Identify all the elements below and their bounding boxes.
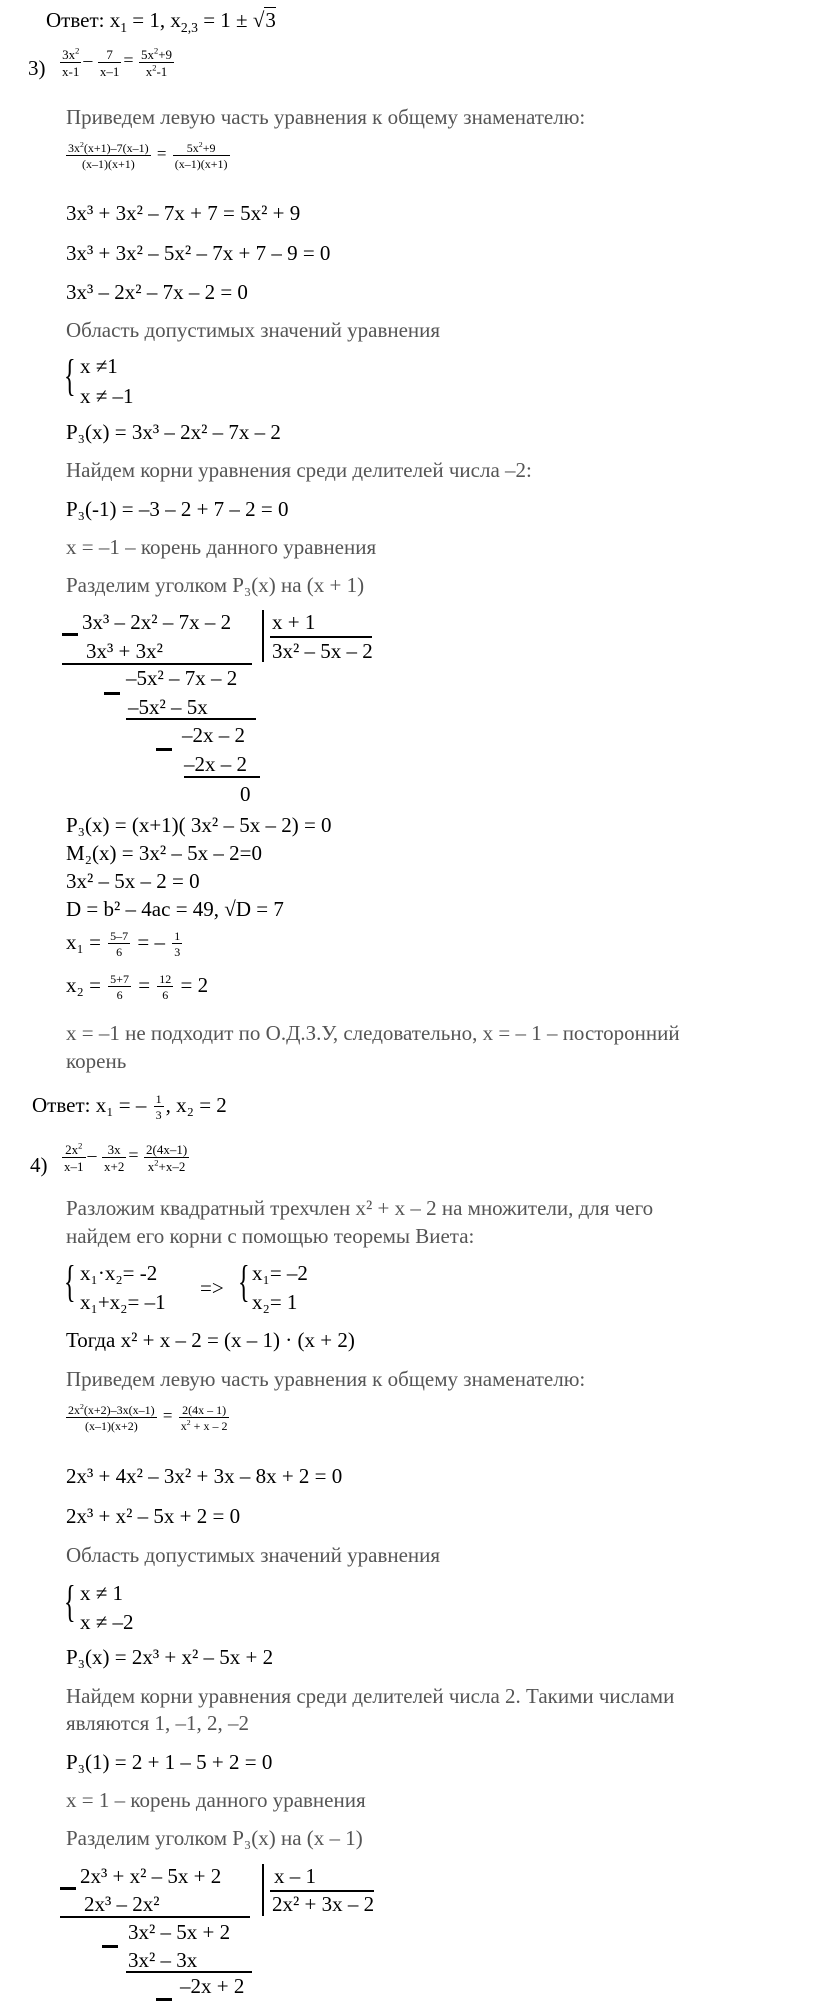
division-rule bbox=[126, 718, 256, 720]
root-check: P₃(-1) = –3 – 2 + 7 – 2 = 0 bbox=[66, 497, 289, 521]
system-brace: { bbox=[64, 351, 76, 400]
domain-cond-1: x ≠ 1 bbox=[80, 1581, 124, 1605]
root-x2-label: x₂ = bbox=[66, 972, 101, 997]
division-bar bbox=[262, 610, 264, 662]
problem-4-equation: $\frac{2x^2}{x-1}$ – $\frac{3x}{x+2}$ = $\frac{2(4x-1)}{x^2+x-2}$ bbox=[64, 1140, 188, 1174]
system-brace: { bbox=[238, 1257, 250, 1306]
domain-cond-2: x ≠ –1 bbox=[80, 384, 134, 408]
fraction: $\frac{1}{3}$ bbox=[155, 1092, 162, 1122]
answer-part2: = 1 ± bbox=[197, 8, 253, 32]
system-brace: { bbox=[64, 1257, 76, 1306]
factor-intro-1: Разложим квадратный трехчлен x² + x – 2 на множители, для чего bbox=[66, 1196, 654, 1220]
system-brace: { bbox=[64, 1577, 76, 1626]
factorization: Тогда x² + x – 2 = (x – 1) · (x + 2) bbox=[66, 1328, 355, 1352]
vieta-1: x₁·x₂= -2 bbox=[80, 1261, 158, 1285]
domain-heading: Область допустимых значений уравнения bbox=[66, 318, 441, 342]
fraction: $\frac{7}{x-1}$ bbox=[99, 47, 120, 79]
factored-form: P₃(x) = (x+1)( 3x² – 5x – 2) = 0 bbox=[66, 813, 332, 837]
division-minus-sign bbox=[104, 692, 120, 695]
division-dividend: 2x³ + x² – 5x + 2 bbox=[80, 1864, 222, 1888]
fraction: $\frac{5+7}{6}$ bbox=[110, 972, 129, 1002]
division-rule bbox=[60, 1916, 250, 1918]
problem-3-number: 3) bbox=[28, 56, 46, 80]
division-remainder-1: 3x² – 5x + 2 bbox=[128, 1920, 231, 1944]
division-intro: Разделим уголком P₃(x) на (x – 1) bbox=[66, 1826, 363, 1850]
discriminant: D = b² – 4ac = 49, √D = 7 bbox=[66, 897, 284, 921]
eq-line-2: 2x³ + x² – 5x + 2 = 0 bbox=[66, 1504, 241, 1528]
common-denominator-fraction: $\frac{2x^2(x+2)-3x(x-1)}{(x-1)(x+2)}$ = $\frac{2(4x - 1)}{x^2 + x - 2}$ bbox=[68, 1402, 228, 1433]
divisor: x – 1 bbox=[274, 1864, 316, 1888]
division-subtract-1: 3x³ + 3x² bbox=[86, 639, 163, 663]
division-bar bbox=[262, 1864, 264, 1916]
division-subtract-2: –5x² – 5x bbox=[128, 695, 208, 719]
fraction: $\frac{2x^2}{x-1}$ bbox=[64, 1140, 84, 1174]
division-remainder-1: –5x² – 7x – 2 bbox=[126, 666, 238, 690]
division-rule bbox=[126, 1971, 252, 1973]
find-roots-text: Найдем корни уравнения среди делителей числа –2: bbox=[66, 458, 532, 482]
find-roots-text-2: являются 1, –1, 2, –2 bbox=[66, 1711, 250, 1735]
fraction: $\frac{3x^2}{x-1}$ bbox=[62, 45, 80, 79]
common-denominator-intro: Приведем левую часть уравнения к общему знаменателю: bbox=[66, 105, 586, 129]
root-statement: x = –1 – корень данного уравнения bbox=[66, 535, 377, 559]
polynomial: P₃(x) = 3x³ – 2x² – 7x – 2 bbox=[66, 420, 281, 444]
fraction: $\frac{2x^2(x+2)-3x(x-1)}{(x-1)(x+2)}$ bbox=[68, 1402, 155, 1433]
quadratic-eq: 3x² – 5x – 2 = 0 bbox=[66, 869, 200, 893]
division-subtract-3: –2x – 2 bbox=[184, 752, 247, 776]
problem-4-number: 4) bbox=[30, 1153, 48, 1177]
fraction: $\frac{5-7}{6}$ bbox=[110, 929, 129, 959]
fraction: $\frac{5x^2+9}{(x-1)(x+1)}$ bbox=[174, 140, 228, 171]
root-check: P₃(1) = 2 + 1 – 5 + 2 = 0 bbox=[66, 1750, 273, 1774]
common-denominator-fraction: $\frac{3x^2(x+1)-7(x-1)}{(x-1)(x+1)}$ = $\frac{5x^2+9}{(x-1)(x+1)}$ bbox=[68, 140, 228, 171]
division-rule bbox=[62, 663, 252, 665]
extraneous-note-cont: корень bbox=[66, 1049, 127, 1073]
implies-arrow: => bbox=[200, 1276, 224, 1300]
division-remainder-2: –2x – 2 bbox=[182, 723, 245, 747]
division-minus-sign bbox=[60, 1887, 76, 1890]
division-minus-sign bbox=[62, 633, 78, 636]
root-statement: x = 1 – корень данного уравнения bbox=[66, 1788, 366, 1812]
answer-label: Ответ: x bbox=[46, 8, 121, 32]
root-x1: x₁ = $\frac{5-7}{6}$ = – $\frac{1}{3}$ bbox=[66, 929, 181, 959]
division-minus-sign bbox=[156, 1998, 172, 2001]
vieta-2: x₁+x₂= –1 bbox=[80, 1290, 166, 1314]
common-denominator-intro: Приведем левую часть уравнения к общему знаменателю: bbox=[66, 1367, 586, 1391]
answer-label: Ответ: x₁ = – bbox=[32, 1092, 147, 1117]
fraction: $\frac{12}{6}$ bbox=[159, 972, 172, 1002]
eq-line-3: 3x³ – 2x² – 7x – 2 = 0 bbox=[66, 280, 248, 304]
answer-part: = 1, x bbox=[127, 8, 181, 32]
extraneous-note: x = –1 не подходит по О.Д.З.У, следовательно, x = – 1 – посторонний bbox=[66, 1021, 680, 1045]
vieta-root-2: x₂= 1 bbox=[252, 1290, 298, 1314]
polynomial: P₃(x) = 2x³ + x² – 5x + 2 bbox=[66, 1645, 274, 1669]
fraction: $\frac{3x}{x+2}$ bbox=[104, 1142, 125, 1174]
division-subtract-1: 2x³ – 2x² bbox=[84, 1892, 160, 1916]
fraction: $\frac{1}{3}$ bbox=[174, 929, 181, 959]
division-rule bbox=[184, 776, 260, 778]
quotient: 2x² + 3x – 2 bbox=[272, 1892, 375, 1916]
fraction: $\frac{2(4x-1)}{x^2+x-2}$ bbox=[146, 1142, 188, 1174]
quadratic-factor: M₂(x) = 3x² – 5x – 2=0 bbox=[66, 841, 262, 865]
division-subtract-2: 3x² – 3x bbox=[128, 1948, 198, 1972]
fraction: $\frac{3x^2(x+1)-7(x-1)}{(x-1)(x+1)}$ bbox=[68, 140, 149, 171]
domain-cond-1: x ≠1 bbox=[80, 354, 118, 378]
eq-line-1: 3x³ + 3x² – 7x + 7 = 5x² + 9 bbox=[66, 201, 301, 225]
domain-heading: Область допустимых значений уравнения bbox=[66, 1543, 441, 1567]
division-minus-sign bbox=[102, 1945, 118, 1948]
division-remainder-final: 0 bbox=[240, 782, 251, 806]
divisor-rule bbox=[270, 636, 372, 638]
problem-3-equation: $\frac{3x^2}{x-1}$ – $\frac{7}{x-1}$ = $\frac{5x^2+9}{x^2-1}$ bbox=[62, 45, 173, 79]
quotient: 3x² – 5x – 2 bbox=[272, 639, 373, 663]
fraction: $\frac{5x^2+9}{x^2-1}$ bbox=[141, 45, 173, 79]
answer-line-prev: Ответ: $x_1 = 1$, $x_{2,3} = 1 \pm √3$ bbox=[46, 8, 276, 36]
sqrt-value: 3 bbox=[265, 8, 276, 32]
answer-line-3 bbox=[32, 1093, 227, 1121]
division-minus-sign bbox=[156, 748, 172, 751]
eq-line-2: 3x³ + 3x² – 5x² – 7x + 7 – 9 = 0 bbox=[66, 241, 331, 265]
division-remainder-2: –2x + 2 bbox=[180, 1974, 245, 1998]
answer-part: , x₂ = 2 bbox=[165, 1092, 227, 1117]
divisor: x + 1 bbox=[272, 610, 316, 634]
find-roots-text-1: Найдем корни уравнения среди делителей числа 2. Такими числами bbox=[66, 1684, 675, 1708]
factor-intro-2: найдем его корни с помощью теоремы Виета: bbox=[66, 1224, 475, 1248]
division-intro: Разделим уголком P₃(x) на (x + 1) bbox=[66, 573, 365, 597]
domain-cond-2: x ≠ –2 bbox=[80, 1610, 134, 1634]
division-dividend: 3x³ – 2x² – 7x – 2 bbox=[82, 610, 232, 634]
root-x1-label: x₁ = bbox=[66, 929, 101, 954]
fraction: $\frac{2(4x - 1)}{x^2 + x - 2}$ bbox=[180, 1403, 228, 1433]
eq-line-1: 2x³ + 4x² – 3x² + 3x – 8x + 2 = 0 bbox=[66, 1464, 343, 1488]
vieta-root-1: x₁= –2 bbox=[252, 1261, 308, 1285]
root-x2: x₂ = $\frac{5+7}{6}$ = $\frac{12}{6}$ = 2 bbox=[66, 972, 209, 1002]
